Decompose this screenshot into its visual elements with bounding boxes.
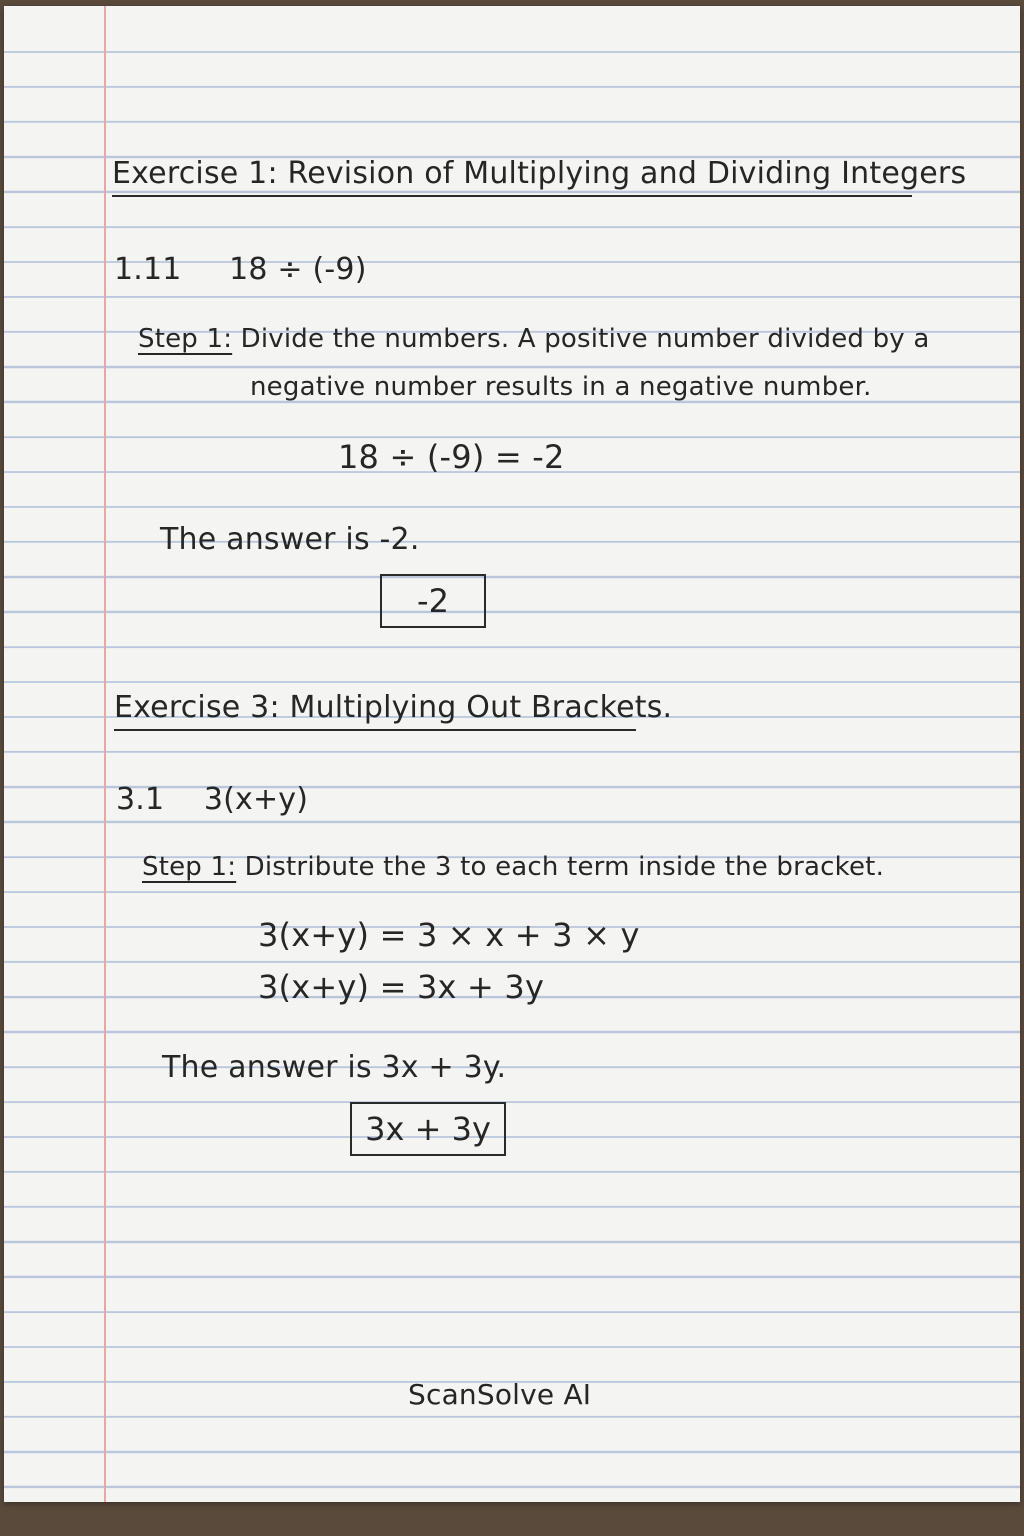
- problem-number: 3.1: [116, 782, 165, 817]
- footer-brand: ScanSolve AI: [408, 1378, 592, 1411]
- exercise-3-problem: [116, 782, 308, 817]
- exercise-1-problem: [114, 252, 367, 287]
- exercise-3-equation-1: 3(x+y) = 3 × x + 3 × y: [258, 916, 640, 954]
- exercise-1-step-1-continued: negative number results in a negative number.: [250, 372, 872, 402]
- exercise-1-answer-sentence: The answer is -2.: [160, 522, 420, 557]
- notebook-page: [4, 6, 1020, 1502]
- exercise-1-boxed-answer: -2: [380, 574, 486, 628]
- step-label: Step 1:: [138, 324, 233, 354]
- exercise-3-heading: Exercise 3: Multiplying Out Brackets.: [114, 690, 636, 731]
- exercise-3-step-1: [142, 852, 884, 882]
- step-text: Distribute the 3 to each term inside the bracket.: [244, 852, 885, 882]
- exercise-3-answer-sentence: The answer is 3x + 3y.: [162, 1050, 507, 1085]
- exercise-1-heading: Exercise 1: Revision of Multiplying and Dividing Integers: [112, 156, 912, 197]
- problem-expression: 18 ÷ (-9): [229, 252, 367, 287]
- exercise-3-boxed-answer: 3x + 3y: [350, 1102, 506, 1156]
- problem-expression: 3(x+y): [203, 782, 309, 817]
- exercise-1-step-1: [138, 324, 929, 354]
- step-text: Divide the numbers. A positive number divided by a: [240, 324, 930, 354]
- exercise-1-equation: 18 ÷ (-9) = -2: [338, 438, 565, 476]
- exercise-3-equation-2: 3(x+y) = 3x + 3y: [258, 968, 545, 1006]
- step-label: Step 1:: [142, 852, 237, 882]
- margin-line: [104, 6, 106, 1502]
- problem-number: 1.11: [114, 252, 182, 287]
